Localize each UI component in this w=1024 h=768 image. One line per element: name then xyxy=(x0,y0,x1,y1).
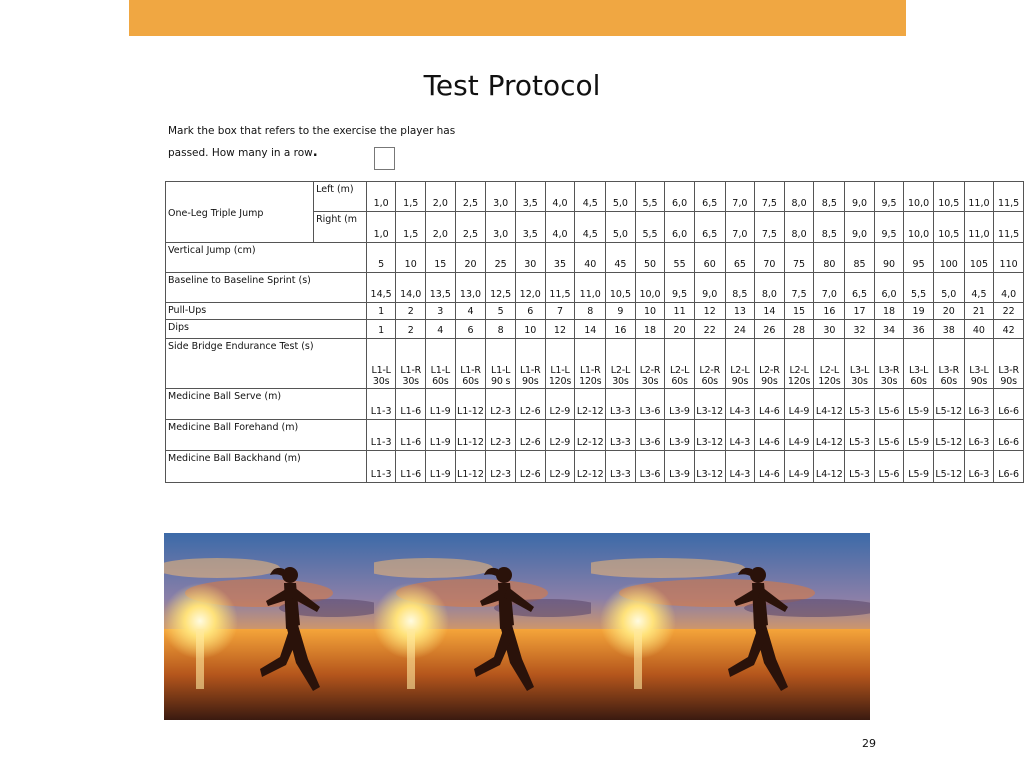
table-cell[interactable]: L2-3 xyxy=(486,389,516,420)
table-cell[interactable]: 15 xyxy=(426,243,456,273)
table-cell[interactable]: 11,0 xyxy=(575,273,606,303)
table-cell[interactable]: 8,5 xyxy=(814,212,845,243)
table-cell[interactable]: 100 xyxy=(933,243,964,273)
table-cell[interactable]: L2-L 60s xyxy=(665,339,695,389)
table-cell[interactable]: L1-R 90s xyxy=(515,339,545,389)
table-cell[interactable]: L3-9 xyxy=(665,389,695,420)
table-cell[interactable]: 42 xyxy=(994,320,1024,339)
table-cell[interactable]: 10 xyxy=(635,303,665,320)
table-cell[interactable]: 5,0 xyxy=(933,273,964,303)
instruction-period: . xyxy=(312,145,318,160)
table-cell[interactable]: 5,5 xyxy=(904,273,934,303)
instruction-line-2 xyxy=(168,142,488,164)
table-cell[interactable]: 19 xyxy=(904,303,934,320)
table-cell[interactable]: 8,0 xyxy=(784,212,814,243)
table-cell[interactable]: L2-6 xyxy=(515,389,545,420)
table-cell[interactable]: 11,5 xyxy=(994,182,1024,212)
instructions xyxy=(168,121,488,164)
table-cell[interactable]: 17 xyxy=(845,303,875,320)
table-cell[interactable]: L3-3 xyxy=(606,451,636,483)
table-row xyxy=(166,451,1024,483)
table-cell[interactable]: 11,0 xyxy=(964,182,994,212)
table-cell[interactable]: 1 xyxy=(366,303,396,320)
table-cell[interactable]: L5-6 xyxy=(874,451,904,483)
table-cell[interactable]: L1-3 xyxy=(366,420,396,451)
table-row xyxy=(166,273,1024,303)
table-cell[interactable]: 3,5 xyxy=(515,212,545,243)
table-cell[interactable]: L3-9 xyxy=(665,420,695,451)
row-label-spacer xyxy=(314,303,367,320)
table-cell[interactable]: L6-6 xyxy=(994,451,1024,483)
table-cell[interactable]: 7,0 xyxy=(725,182,755,212)
table-cell[interactable]: 5,5 xyxy=(635,212,665,243)
table-cell[interactable]: L1-12 xyxy=(455,420,486,451)
page-number: 29 xyxy=(862,737,876,750)
table-cell[interactable]: 10,0 xyxy=(904,182,934,212)
table-cell[interactable]: L1-L 120s xyxy=(545,339,575,389)
table-cell[interactable]: L3-12 xyxy=(694,389,725,420)
table-cell[interactable]: 75 xyxy=(784,243,814,273)
table-cell[interactable]: L2-6 xyxy=(515,420,545,451)
table-cell[interactable]: L2-9 xyxy=(545,389,575,420)
table-cell[interactable]: 10 xyxy=(396,243,426,273)
table-cell[interactable]: 110 xyxy=(994,243,1024,273)
table-cell[interactable]: L4-12 xyxy=(814,451,845,483)
table-cell[interactable]: 20 xyxy=(455,243,486,273)
table-cell[interactable]: L1-9 xyxy=(426,389,456,420)
table-cell[interactable]: 50 xyxy=(635,243,665,273)
table-cell[interactable]: 14 xyxy=(755,303,785,320)
table-cell[interactable]: 7,5 xyxy=(784,273,814,303)
table-cell[interactable]: L4-12 xyxy=(814,389,845,420)
table-cell[interactable]: 16 xyxy=(814,303,845,320)
table-cell[interactable]: L1-9 xyxy=(426,420,456,451)
table-cell[interactable]: 105 xyxy=(964,243,994,273)
table-cell[interactable]: L2-L 30s xyxy=(606,339,636,389)
table-cell[interactable]: 45 xyxy=(606,243,636,273)
row-label-baseline-to-baseline-sprint-s: Baseline to Baseline Sprint (s) xyxy=(166,273,314,303)
table-cell[interactable]: L5-12 xyxy=(933,420,964,451)
table-cell[interactable]: L4-3 xyxy=(725,389,755,420)
runner-sunset-photo xyxy=(591,533,870,720)
table-cell[interactable]: 9,5 xyxy=(665,273,695,303)
table-row xyxy=(166,182,1024,212)
table-cell[interactable]: 10,5 xyxy=(933,212,964,243)
table-cell[interactable]: 10 xyxy=(515,320,545,339)
table-cell[interactable]: 4,0 xyxy=(994,273,1024,303)
slide-title: Test Protocol xyxy=(423,68,601,102)
table-cell[interactable]: 11,5 xyxy=(545,273,575,303)
table-cell[interactable]: L3-L 30s xyxy=(845,339,875,389)
table-cell[interactable]: 3,0 xyxy=(486,212,516,243)
table-cell[interactable]: L5-12 xyxy=(933,451,964,483)
table-cell[interactable]: 65 xyxy=(725,243,755,273)
table-cell[interactable]: 12 xyxy=(545,320,575,339)
table-cell[interactable]: L5-6 xyxy=(874,389,904,420)
table-cell[interactable]: L5-12 xyxy=(933,389,964,420)
table-cell[interactable]: 2,5 xyxy=(455,182,486,212)
table-cell[interactable]: 10,5 xyxy=(933,182,964,212)
table-cell[interactable]: L2-R 60s xyxy=(694,339,725,389)
row-label-pull-ups: Pull-Ups xyxy=(166,303,314,320)
table-cell[interactable]: 9 xyxy=(606,303,636,320)
table-cell[interactable]: 18 xyxy=(874,303,904,320)
table-cell[interactable]: L4-6 xyxy=(755,420,785,451)
table-cell[interactable]: 11 xyxy=(665,303,695,320)
table-cell[interactable]: L2-6 xyxy=(515,451,545,483)
table-cell[interactable]: 7,0 xyxy=(725,212,755,243)
table-cell[interactable]: 5,0 xyxy=(606,182,636,212)
row-label-spacer xyxy=(314,243,367,273)
table-cell[interactable]: 4,0 xyxy=(545,212,575,243)
table-row xyxy=(166,420,1024,451)
table-cell[interactable]: 10,0 xyxy=(635,273,665,303)
table-cell[interactable]: 2,5 xyxy=(455,212,486,243)
table-cell[interactable]: 35 xyxy=(545,243,575,273)
row-label-spacer xyxy=(314,273,367,303)
table-cell[interactable]: 6 xyxy=(515,303,545,320)
table-cell[interactable]: 9,0 xyxy=(694,273,725,303)
table-cell[interactable]: 6,0 xyxy=(874,273,904,303)
table-cell[interactable]: 9,0 xyxy=(845,182,875,212)
table-cell[interactable]: 9,0 xyxy=(845,212,875,243)
table-cell[interactable]: 5 xyxy=(366,243,396,273)
table-cell[interactable]: L6-6 xyxy=(994,389,1024,420)
table-cell[interactable]: 24 xyxy=(725,320,755,339)
table-cell[interactable]: 13,5 xyxy=(426,273,456,303)
table-cell[interactable]: L3-12 xyxy=(694,451,725,483)
table-cell[interactable]: L5-3 xyxy=(845,420,875,451)
table-cell[interactable]: 4,5 xyxy=(964,273,994,303)
table-cell[interactable]: 2,0 xyxy=(426,182,456,212)
table-cell[interactable]: 6,5 xyxy=(694,212,725,243)
table-cell[interactable]: 12,5 xyxy=(486,273,516,303)
table-cell[interactable]: 14,5 xyxy=(366,273,396,303)
table-cell[interactable]: 14,0 xyxy=(396,273,426,303)
table-cell[interactable]: 3,5 xyxy=(515,182,545,212)
table-cell[interactable]: 90 xyxy=(874,243,904,273)
table-cell[interactable]: L3-3 xyxy=(606,420,636,451)
table-row xyxy=(166,389,1024,420)
table-cell[interactable]: 22 xyxy=(994,303,1024,320)
table-cell[interactable]: 9,5 xyxy=(874,212,904,243)
table-cell[interactable]: 15 xyxy=(784,303,814,320)
table-cell[interactable]: 1,0 xyxy=(366,182,396,212)
table-cell[interactable]: 2 xyxy=(396,320,426,339)
table-cell[interactable]: 30 xyxy=(515,243,545,273)
table-cell[interactable]: 3,0 xyxy=(486,182,516,212)
instruction-line-2-text: passed. How many in a row xyxy=(168,147,313,159)
table-cell[interactable]: 32 xyxy=(845,320,875,339)
table-cell[interactable]: L2-12 xyxy=(575,451,606,483)
row-label-vertical-jump-cm: Vertical Jump (cm) xyxy=(166,243,314,273)
test-protocol-table xyxy=(165,181,1024,483)
table-cell[interactable]: 7,0 xyxy=(814,273,845,303)
table-cell[interactable]: 6,5 xyxy=(694,182,725,212)
table-cell[interactable]: 55 xyxy=(665,243,695,273)
table-cell[interactable]: L2-3 xyxy=(486,451,516,483)
table-cell[interactable]: L1-6 xyxy=(396,420,426,451)
row-sublabel: Right (m xyxy=(314,212,367,243)
table-cell[interactable]: 25 xyxy=(486,243,516,273)
table-cell[interactable]: 11,0 xyxy=(964,212,994,243)
table-cell[interactable]: 22 xyxy=(694,320,725,339)
table-cell[interactable]: 1 xyxy=(366,320,396,339)
table-cell[interactable]: 10,0 xyxy=(904,212,934,243)
table-cell[interactable]: L3-L 60s xyxy=(904,339,934,389)
table-cell[interactable]: 7 xyxy=(545,303,575,320)
runner-sunset-photo xyxy=(374,533,591,720)
table-cell[interactable]: L2-9 xyxy=(545,420,575,451)
table-cell[interactable]: L3-9 xyxy=(665,451,695,483)
row-label-spacer xyxy=(314,339,367,389)
runner-sunset-photo xyxy=(164,533,374,720)
table-cell[interactable]: L2-12 xyxy=(575,389,606,420)
table-cell[interactable]: L2-9 xyxy=(545,451,575,483)
row-label-spacer xyxy=(314,389,367,420)
table-cell[interactable]: L4-6 xyxy=(755,451,785,483)
table-cell[interactable]: L2-R 30s xyxy=(635,339,665,389)
table-cell[interactable]: 20 xyxy=(665,320,695,339)
table-cell[interactable]: 1,5 xyxy=(396,212,426,243)
table-cell[interactable]: 16 xyxy=(606,320,636,339)
table-cell[interactable]: 8 xyxy=(575,303,606,320)
row-label-dips: Dips xyxy=(166,320,314,339)
table-cell[interactable]: 14 xyxy=(575,320,606,339)
table-cell[interactable]: 70 xyxy=(755,243,785,273)
table-cell[interactable]: L6-6 xyxy=(994,420,1024,451)
mark-checkbox[interactable] xyxy=(374,147,395,170)
table-cell[interactable]: 36 xyxy=(904,320,934,339)
table-cell[interactable]: L2-L 90s xyxy=(725,339,755,389)
table-cell[interactable]: L3-R 30s xyxy=(874,339,904,389)
table-cell[interactable]: 1,0 xyxy=(366,212,396,243)
row-label-spacer xyxy=(314,320,367,339)
table-cell[interactable]: L1-L 30s xyxy=(366,339,396,389)
table-cell[interactable]: 3 xyxy=(426,303,456,320)
table-cell[interactable]: 5,0 xyxy=(606,212,636,243)
table-cell[interactable]: 95 xyxy=(904,243,934,273)
table-cell[interactable]: 13,0 xyxy=(455,273,486,303)
table-cell[interactable]: L1-9 xyxy=(426,451,456,483)
table-cell[interactable]: 18 xyxy=(635,320,665,339)
table-cell[interactable]: L4-9 xyxy=(784,389,814,420)
table-cell[interactable]: 40 xyxy=(964,320,994,339)
table-row xyxy=(166,320,1024,339)
table-cell[interactable]: L1-L 90 s xyxy=(486,339,516,389)
row-label-one-leg-triple-jump: One-Leg Triple Jump xyxy=(166,182,314,243)
table-cell[interactable]: 26 xyxy=(755,320,785,339)
table-cell[interactable]: L3-6 xyxy=(635,451,665,483)
table-cell[interactable]: L2-12 xyxy=(575,420,606,451)
table-cell[interactable]: L5-3 xyxy=(845,451,875,483)
table-cell[interactable]: 4,5 xyxy=(575,182,606,212)
table-cell[interactable]: L1-R 30s xyxy=(396,339,426,389)
table-cell[interactable]: 80 xyxy=(814,243,845,273)
table-cell[interactable]: L1-6 xyxy=(396,389,426,420)
table-cell[interactable]: L1-L 60s xyxy=(426,339,456,389)
table-cell[interactable]: L3-R 90s xyxy=(994,339,1024,389)
table-cell[interactable]: L6-3 xyxy=(964,420,994,451)
table-cell[interactable]: 8,0 xyxy=(784,182,814,212)
table-cell[interactable]: L4-3 xyxy=(725,420,755,451)
table-cell[interactable]: 28 xyxy=(784,320,814,339)
table-cell[interactable]: 11,5 xyxy=(994,212,1024,243)
table-cell[interactable]: 4,5 xyxy=(575,212,606,243)
table-cell[interactable]: L2-3 xyxy=(486,420,516,451)
row-label-medicine-ball-serve-m: Medicine Ball Serve (m) xyxy=(166,389,314,420)
table-cell[interactable]: L5-6 xyxy=(874,420,904,451)
table-cell[interactable]: 85 xyxy=(845,243,875,273)
table-row xyxy=(166,303,1024,320)
table-cell[interactable]: L1-3 xyxy=(366,451,396,483)
table-row xyxy=(166,339,1024,389)
table-cell[interactable]: 6,5 xyxy=(845,273,875,303)
table-cell[interactable]: L3-L 90s xyxy=(964,339,994,389)
table-cell[interactable]: L2-L 120s xyxy=(814,339,845,389)
table-cell[interactable]: L5-9 xyxy=(904,389,934,420)
table-cell[interactable]: 10,5 xyxy=(606,273,636,303)
row-sublabel: Left (m) xyxy=(314,182,367,212)
table-cell[interactable]: 5 xyxy=(486,303,516,320)
table-cell[interactable]: L1-R 60s xyxy=(455,339,486,389)
table-cell[interactable]: 6,0 xyxy=(665,182,695,212)
instruction-line-1: Mark the box that refers to the exercise the player has xyxy=(168,125,456,137)
table-cell[interactable]: 6 xyxy=(455,320,486,339)
table-cell[interactable]: 7,5 xyxy=(755,212,785,243)
table-cell[interactable]: L5-3 xyxy=(845,389,875,420)
row-label-spacer xyxy=(314,451,367,483)
table-cell[interactable]: 8,0 xyxy=(755,273,785,303)
table-cell[interactable]: L6-3 xyxy=(964,451,994,483)
table-cell[interactable]: L5-9 xyxy=(904,420,934,451)
table-cell[interactable]: 12,0 xyxy=(515,273,545,303)
table-cell[interactable]: L5-9 xyxy=(904,451,934,483)
table-cell[interactable]: 38 xyxy=(933,320,964,339)
table-cell[interactable]: L1-12 xyxy=(455,451,486,483)
row-label-medicine-ball-backhand-m: Medicine Ball Backhand (m) xyxy=(166,451,314,483)
table-cell[interactable]: 6,0 xyxy=(665,212,695,243)
table-cell[interactable]: 4 xyxy=(455,303,486,320)
table-cell[interactable]: L3-12 xyxy=(694,420,725,451)
table-cell[interactable]: 12 xyxy=(694,303,725,320)
table-cell[interactable]: L1-3 xyxy=(366,389,396,420)
table-cell[interactable]: 9,5 xyxy=(874,182,904,212)
table-cell[interactable]: L2-L 120s xyxy=(784,339,814,389)
table-cell[interactable]: 2 xyxy=(396,303,426,320)
table-cell[interactable]: L3-3 xyxy=(606,389,636,420)
table-cell[interactable]: L3-R 60s xyxy=(933,339,964,389)
table-cell[interactable]: 13 xyxy=(725,303,755,320)
table-cell[interactable]: 8,5 xyxy=(725,273,755,303)
table-cell[interactable]: 1,5 xyxy=(396,182,426,212)
table-cell[interactable]: 20 xyxy=(933,303,964,320)
table-cell[interactable]: L1-12 xyxy=(455,389,486,420)
table-cell[interactable]: L4-9 xyxy=(784,451,814,483)
table-cell[interactable]: 7,5 xyxy=(755,182,785,212)
table-cell[interactable]: 5,5 xyxy=(635,182,665,212)
table-cell[interactable]: 34 xyxy=(874,320,904,339)
table-cell[interactable]: L4-9 xyxy=(784,420,814,451)
table-cell[interactable]: 30 xyxy=(814,320,845,339)
table-cell[interactable]: L4-6 xyxy=(755,389,785,420)
table-cell[interactable]: L6-3 xyxy=(964,389,994,420)
table-cell[interactable]: L3-6 xyxy=(635,389,665,420)
photo-strip xyxy=(164,533,870,720)
table-cell[interactable]: 4,0 xyxy=(545,182,575,212)
table-cell[interactable]: 60 xyxy=(694,243,725,273)
table-cell[interactable]: L4-12 xyxy=(814,420,845,451)
table-cell[interactable]: 21 xyxy=(964,303,994,320)
header-accent-bar xyxy=(129,0,906,36)
row-label-medicine-ball-forehand-m: Medicine Ball Forehand (m) xyxy=(166,420,314,451)
table-cell[interactable]: L1-R 120s xyxy=(575,339,606,389)
table-cell[interactable]: 4 xyxy=(426,320,456,339)
table-cell[interactable]: L1-6 xyxy=(396,451,426,483)
table-cell[interactable]: L4-3 xyxy=(725,451,755,483)
table-cell[interactable]: 2,0 xyxy=(426,212,456,243)
row-label-spacer xyxy=(314,420,367,451)
row-label-side-bridge-endurance-test-s: Side Bridge Endurance Test (s) xyxy=(166,339,314,389)
table-cell[interactable]: 8 xyxy=(486,320,516,339)
table-cell[interactable]: L3-6 xyxy=(635,420,665,451)
table-cell[interactable]: L2-R 90s xyxy=(755,339,785,389)
table-row xyxy=(166,243,1024,273)
table-cell[interactable]: 40 xyxy=(575,243,606,273)
table-cell[interactable]: 8,5 xyxy=(814,182,845,212)
